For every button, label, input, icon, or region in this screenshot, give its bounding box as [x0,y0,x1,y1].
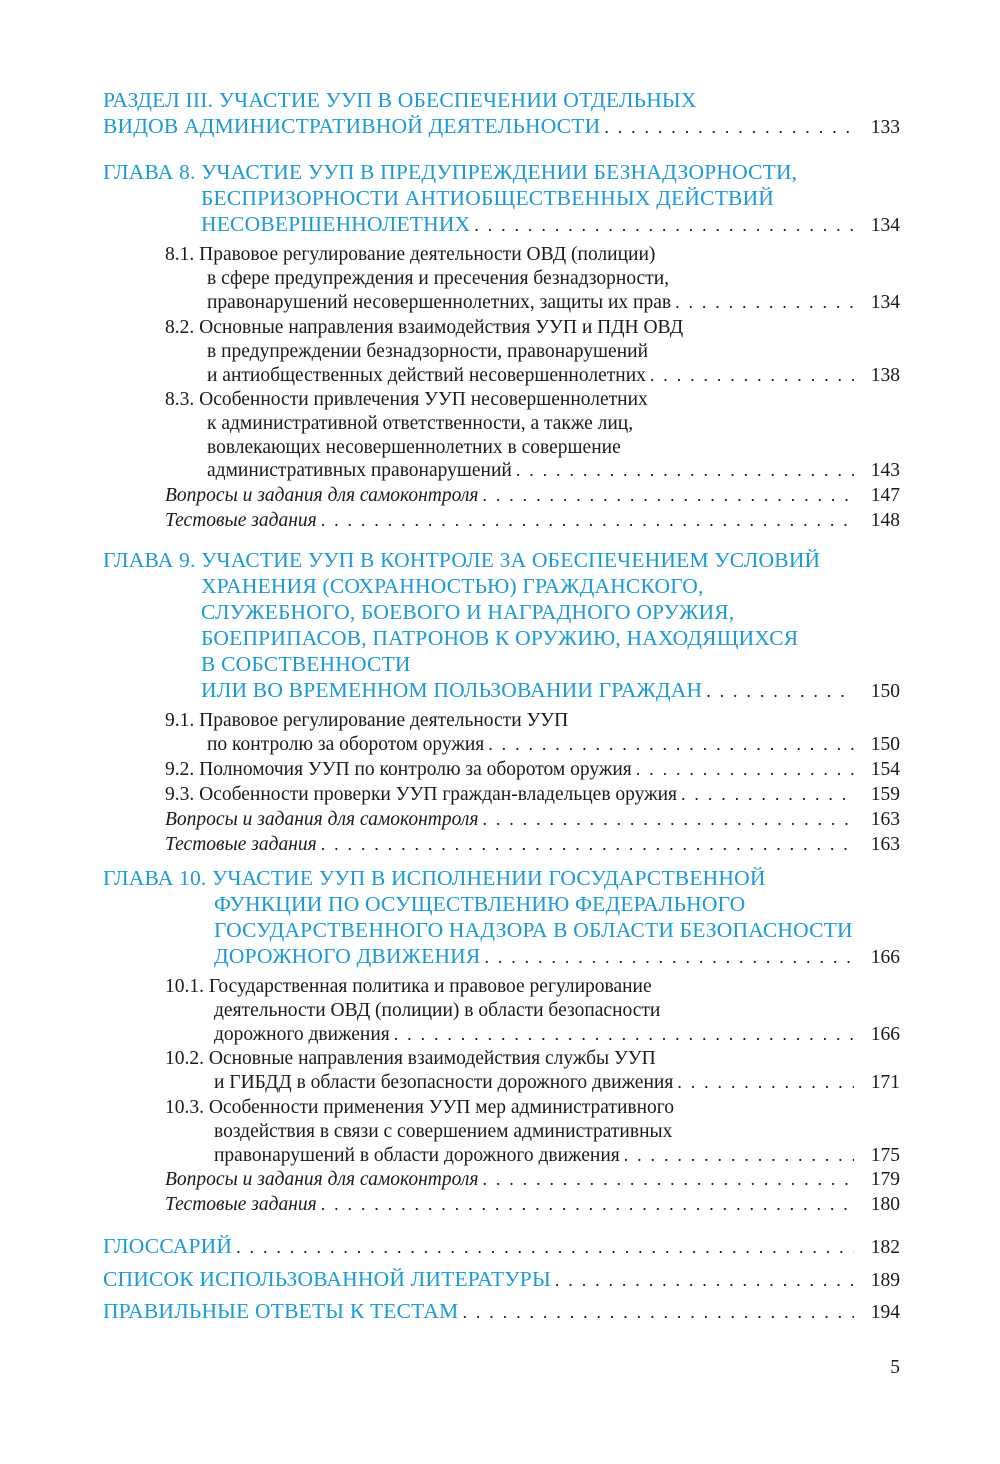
chapter-title-line: ГЛАВА 8. УЧАСТИЕ УУП В ПРЕДУПРЕЖДЕНИИ БЕЗНАДЗОРНОСТИ, [103,160,798,184]
leader-dots [462,1302,854,1323]
subsection-line: к административной ответственности, а также лиц, [207,413,634,434]
page-ref: 179 [870,1169,900,1190]
toc-entry-questions-10[interactable] [165,1169,900,1191]
chapter-title-line: ХРАНЕНИЯ (СОХРАННОСТЬЮ) ГРАЖДАНСКОГО, [201,574,704,598]
subsection-line: 8.1. Правовое регулирование деятельности ОВД (полиции) [165,244,656,265]
page-ref: 182 [870,1237,900,1258]
page-ref: 166 [870,1024,900,1045]
page-ref: 150 [870,681,900,702]
page-ref: 189 [870,1270,900,1291]
entry-title: ИЛИ ВО ВРЕМЕННОМ ПОЛЬЗОВАНИИ ГРАЖДАН [201,678,703,702]
entry-title: ДОРОЖНОГО ДВИЖЕНИЯ [214,944,481,968]
chapter-title-line: ГЛАВА 9. УЧАСТИЕ УУП В КОНТРОЛЕ ЗА ОБЕСПЕЧЕНИЕМ УСЛОВИЙ [103,548,821,572]
leader-dots [321,510,854,531]
page-ref: 150 [870,734,900,755]
entry-title: и антиобщественных действий несовершеннолетних [207,365,646,386]
chapter-title-line: ГОСУДАРСТВЕННОГО НАДЗОРА В ОБЛАСТИ БЕЗОПАСНОСТИ [214,918,853,942]
toc-entry-9-1[interactable] [207,734,900,756]
page-ref: 180 [870,1194,900,1215]
page-ref: 163 [870,834,900,855]
entry-title: административных правонарушений [207,460,512,481]
chapter-title-line: БЕСПРИЗОРНОСТИ АНТИОБЩЕСТВЕННЫХ ДЕЙСТВИЙ [201,186,775,210]
chapter-title-line: ГЛАВА 10. УЧАСТИЕ УУП В ИСПОЛНЕНИИ ГОСУДАРСТВЕННОЙ [103,866,766,890]
toc-entry-chapter-10[interactable] [214,944,900,969]
toc-entry-8-3[interactable] [207,460,900,482]
entry-title: дорожного движения [214,1024,390,1045]
entry-title: Тестовые задания [165,510,317,531]
toc-entry-chapter-9[interactable] [201,678,900,703]
page-ref: 166 [870,947,900,968]
leader-dots [394,1024,854,1045]
page-ref: 147 [870,485,900,506]
entry-title: НЕСОВЕРШЕННОЛЕТНИХ [201,212,471,236]
subsection-line: 9.1. Правовое регулирование деятельности УУП [165,710,569,731]
subsection-line: 8.3. Особенности привлечения УУП несовершеннолетних [165,389,648,410]
leader-dots [488,734,854,755]
subsection-line: деятельности ОВД (полиции) в области безопасности [214,1000,661,1021]
subsection-line: вовлекающих несовершеннолетних в совершение [207,437,621,458]
entry-title: Тестовые задания [165,834,317,855]
leader-dots [681,784,854,805]
leader-dots [482,809,854,830]
leader-dots [484,947,854,968]
entry-title: правонарушений несовершеннолетних, защиты их прав [207,292,672,313]
subsection-line: 10.3. Особенности применения УУП мер административного [165,1097,675,1118]
subsection-line: воздействия в связи с совершением административных [214,1121,673,1142]
subsection-line: в сфере предупреждения и пресечения безнадзорности, [207,268,670,289]
leader-dots [321,834,854,855]
toc-entry-chapter-8[interactable] [201,212,900,237]
entry-title: Вопросы и задания для самоконтроля [165,809,479,830]
toc-entry-10-3[interactable] [214,1145,900,1167]
leader-dots [516,460,854,481]
leader-dots [482,485,854,506]
chapter-title-line: СЛУЖЕБНОГО, БОЕВОГО И НАГРАДНОГО ОРУЖИЯ, [201,600,735,624]
leader-dots [321,1194,854,1215]
toc-entry-9-3[interactable] [165,784,900,806]
toc-entry-tests-9[interactable] [165,834,900,856]
entry-title: ГЛОССАРИЙ [103,1234,233,1258]
leader-dots [604,117,854,138]
leader-dots [677,1072,854,1093]
page-ref: 143 [870,460,900,481]
toc-entry-tests-10[interactable] [165,1194,900,1216]
toc-entry-8-1[interactable] [207,292,900,314]
subsection-line: в предупреждении безнадзорности, правонарушений [207,341,649,362]
page-ref: 134 [870,292,900,313]
toc-entry-questions-9[interactable] [165,809,900,831]
toc-entry-8-2[interactable] [207,365,900,387]
entry-title: ПРАВИЛЬНЫЕ ОТВЕТЫ К ТЕСТАМ [103,1299,459,1323]
leader-dots [236,1237,854,1258]
toc-entry-10-2[interactable] [214,1072,900,1094]
section-title-line: РАЗДЕЛ III. УЧАСТИЕ УУП В ОБЕСПЕЧЕНИИ ОТДЕЛЬНЫХ [103,88,697,112]
toc-entry-10-1[interactable] [214,1024,900,1046]
leader-dots [474,215,854,236]
subsection-line: 10.1. Государственная политика и правовое регулирование [165,976,652,997]
page-ref: 148 [870,510,900,531]
leader-dots [650,365,854,386]
leader-dots [624,1145,854,1166]
leader-dots [555,1270,854,1291]
entry-title: ВИДОВ АДМИНИСТРАТИВНОЙ ДЕЯТЕЛЬНОСТИ [103,114,601,138]
chapter-title-line: ФУНКЦИИ ПО ОСУЩЕСТВЛЕНИЮ ФЕДЕРАЛЬНОГО [214,892,746,916]
entry-title: 9.3. Особенности проверки УУП граждан-владельцев оружия [165,784,678,805]
entry-title: Вопросы и задания для самоконтроля [165,1169,479,1190]
page-ref: 134 [870,215,900,236]
entry-title: СПИСОК ИСПОЛЬЗОВАННОЙ ЛИТЕРАТУРЫ [103,1267,551,1291]
page-ref: 175 [870,1145,900,1166]
subsection-line: 10.2. Основные направления взаимодействия службы УУП [165,1048,656,1069]
page-ref: 163 [870,809,900,830]
leader-dots [482,1169,854,1190]
page-number: 5 [890,1357,900,1378]
page-ref: 171 [870,1072,900,1093]
toc-entry-answers[interactable] [103,1299,900,1324]
entry-title: и ГИБДД в области безопасности дорожного движения [214,1072,674,1093]
page-ref: 159 [870,784,900,805]
entry-title: по контролю за оборотом оружия [207,734,485,755]
entry-title: правонарушений в области дорожного движения [214,1145,620,1166]
entry-title: Вопросы и задания для самоконтроля [165,485,479,506]
toc-entry-tests-8[interactable] [165,510,900,532]
toc-entry-9-2[interactable] [165,759,900,781]
toc-entry-bibliography[interactable] [103,1267,900,1292]
leader-dots [675,292,854,313]
page-ref: 154 [870,759,900,780]
page-ref: 138 [870,365,900,386]
chapter-title-line: БОЕПРИПАСОВ, ПАТРОНОВ К ОРУЖИЮ, НАХОДЯЩИХСЯ [201,626,799,650]
page-ref: 133 [870,117,900,138]
page-ref: 194 [870,1302,900,1323]
leader-dots [636,759,854,780]
toc-entry-glossary[interactable] [103,1234,900,1259]
toc-entry-section-3[interactable] [103,114,900,139]
entry-title: Тестовые задания [165,1194,317,1215]
subsection-line: 8.2. Основные направления взаимодействия УУП и ПДН ОВД [165,317,684,338]
leader-dots [706,681,854,702]
entry-title: 9.2. Полномочия УУП по контролю за оборотом оружия [165,759,632,780]
toc-entry-questions-8[interactable] [165,485,900,507]
chapter-title-line: В СОБСТВЕННОСТИ [201,652,411,676]
